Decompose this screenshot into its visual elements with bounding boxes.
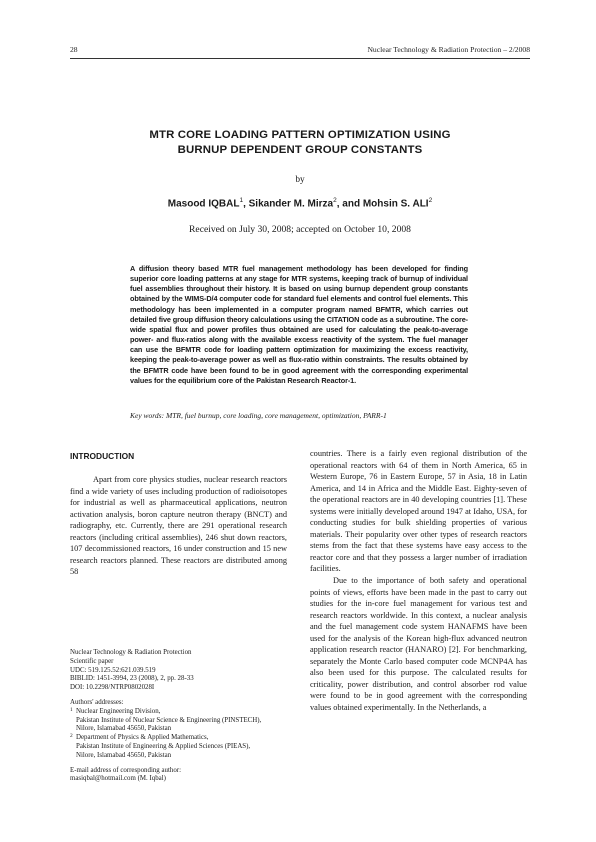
- section-heading: INTRODUCTION: [70, 451, 135, 461]
- author-name: Mohsin S. ALI: [362, 198, 429, 210]
- email-address: masiqbal@hotmail.com (M. Iqbal): [70, 775, 166, 783]
- paper-title: [70, 128, 530, 158]
- footnote-biblid: BIBLID: 1451-3994, 23 (2008), 2, pp. 28-33: [70, 675, 194, 683]
- title-line: MTR CORE LOADING PATTERN OPTIMIZATION USING: [149, 129, 451, 141]
- abstract: A diffusion theory based MTR fuel management methodology has been developed for finding superior core loading patterns at any stage for MTR systems, keeping track of burnup of individual fuel assemblies throughout their history. It is based on using burnup dependent group constants obtained by the WIMS-D/4 computer code for standard fuel elements and control fuel elements. This methodology has been implemented in a computer program named BFMTR, which carries out detailed five group diffusion theory calculations using the CITATION code as a subroutine. The core-wide spatial flux and power profiles thus obtained are used for calculating the peak-to-average power- and flux-ratios along with the available excess reactivity of the system. The fuel manager can use the BFMTR code for loading pattern optimization for maximizing the excess reactivity, keeping the peak-to-average power as well as flux-ratio within constraints. The results obtained by the BFMTR code have been found to be in good agreement with the corresponding experimental values for the equilibrium core of the Pakistan Research Reactor-1.: [130, 264, 468, 385]
- author-affiliation-mark: 1: [239, 197, 244, 204]
- page-number: 28: [70, 45, 78, 54]
- author-separator: , and: [336, 198, 363, 210]
- footnote-journal: Nuclear Technology & Radiation Protection: [70, 649, 192, 656]
- first-page-footnote: [70, 649, 295, 784]
- email-label: E-mail address of corresponding author:: [70, 766, 181, 774]
- body-paragraph: countries. There is a fairly even regional distribution of the operational reactors with 64 of them in North America, 65 in Western Europe, 76 in Eastern Europe, 57 in Asia, 18 in Latin America, and 14 in Africa and the Middle East. Eighty-seven of the operational reactors are in 40 developing countries [1]. These systems were initially developed around 1947 at Idaho, USA, for conducting studies for bulk shielding properties of various materials. Their popularity over other types of research reactors stems from the fact that these systems have easy access to the reactor core and that they possess a larger number of irradiation facilities.: [310, 449, 527, 574]
- header-rule: [70, 58, 530, 59]
- by-line: by: [295, 175, 305, 185]
- affiliation-line: Nilore, Islamabad 45650, Pakistan: [76, 725, 172, 733]
- running-header: Nuclear Technology & Radiation Protection – 2/2008: [367, 45, 530, 54]
- keywords: Key words: MTR, fuel burnup, core loading, core management, optimization, PARR-1: [130, 411, 387, 420]
- footnote-paper-type: Scientific paper: [70, 657, 114, 665]
- author-affiliation-mark: 2: [428, 197, 433, 204]
- body-paragraph: Due to the importance of both safety and operational points of views, efforts have been made in the past to carry out studies for the in-core fuel management for various test and research reactors worldwide. In this context, a nuclear analysis and the fuel management code system HANAFMS have been used for the analysis of the Korean high-flux advanced neutron application research reactor (HANARO) [2]. For benchmarking, separately the Monte Carlo based computer code MCNP4A has also been used for this purpose. The calculated results for criticality, power distribution, and control absorber rod value were found to be in good agreement with the corresponding values obtained experimentally. In the Netherlands, a: [310, 576, 527, 713]
- footnote-doi: DOI: 10.2298/NTRP0802028I: [70, 684, 155, 692]
- body-paragraph: Apart from core physics studies, nuclear research reactors find a wide variety of uses including production of radioisotopes for industrial as well as pharmaceutical applications, neutron activation analysis, boron capture neutron therapy (BNCT) and radiography, etc. Currently, there are 291 operational research reactors (including critical assemblies), 246 shut down reactors, 107 decommissioned reactors, 16 under construction and 15 new research reactors planned. These reactors are distributed among 58: [70, 475, 287, 577]
- footnote-udc: UDC: 519.125.52:621.039.519: [70, 666, 156, 674]
- author-list: [70, 197, 530, 209]
- body-column-right: [310, 448, 527, 714]
- affiliation-line: Department of Physics & Applied Mathematics,: [76, 734, 209, 742]
- author-name: Masood IQBAL: [167, 198, 240, 210]
- affiliation-line: Pakistan Institute of Nuclear Science & Engineering (PINSTECH),: [76, 716, 262, 724]
- affiliation-line: Pakistan Institute of Engineering & Applied Sciences (PIEAS),: [76, 742, 251, 750]
- affiliation-line: Nuclear Engineering Division,: [76, 707, 161, 715]
- affiliation-number: 1: [70, 706, 73, 713]
- author-name: Sikander M. Mirza: [248, 198, 334, 210]
- affiliation-number: 2: [70, 733, 73, 740]
- body-column-left: [70, 474, 287, 578]
- author-affiliation-mark: 2: [333, 197, 337, 204]
- affiliation-line: Nilore, Islamabad 45650, Pakistan: [76, 751, 172, 759]
- author-separator: ,: [243, 198, 249, 210]
- title-line: BURNUP DEPENDENT GROUP CONSTANTS: [177, 144, 423, 156]
- addresses-label: Authors' addresses:: [70, 698, 124, 706]
- received-dates: Received on July 30, 2008; accepted on October 10, 2008: [189, 224, 411, 235]
